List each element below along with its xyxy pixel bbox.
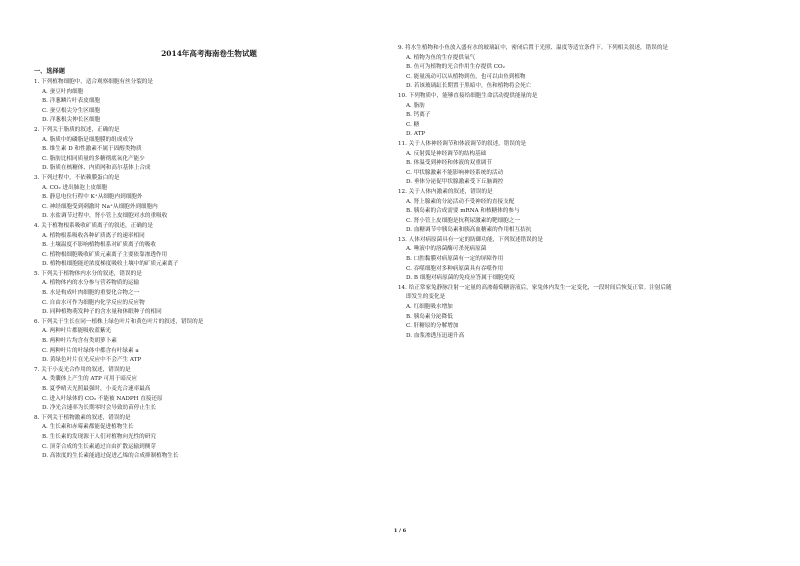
answer-option: C. 肝糖原的分解增加 xyxy=(406,323,459,330)
answer-option: C. 能量流动可以从植物到鱼，也可以由鱼到植物 xyxy=(406,73,526,80)
right-question-list xyxy=(398,44,768,341)
answer-option: D. 净光合速率为长期零时会导致幼苗停止生长 xyxy=(42,405,157,412)
answer-option: A. 红细胞吸水增加 xyxy=(406,304,453,311)
page-number: 1 / 6 xyxy=(393,528,407,534)
answer-option: B. 维生素 D 和性激素不属于固醇类物质 xyxy=(42,146,142,153)
answer-option: A. CO₂ 进出肺泡上皮细胞 xyxy=(42,184,108,191)
answer-option: C. 甲状腺激素不能影响神经系统的活动 xyxy=(406,169,504,176)
answer-option: B. 洋葱鳞片叶表皮细胞 xyxy=(42,98,101,105)
left-question-list xyxy=(34,78,384,462)
answer-option: C. 脂肪比相同质量的多糖彻底氧化产能少 xyxy=(42,155,145,162)
question-stem: 9. 将水生植物和小鱼放入盛有水的玻璃缸中，密闭后置于光照、温度等适宜条件下。下列相关叙述，错误的是 xyxy=(398,45,669,51)
answer-option: B. 体温受到神经和体液的双重调节 xyxy=(406,160,492,167)
answer-option: C. 神经细胞受到刺激时 Na⁺从细胞外到细胞内 xyxy=(42,203,158,210)
answer-option: D. 血糖调节中胰岛素和胰高血糖素的作用相互拮抗 xyxy=(406,227,532,234)
answer-option: B. 胰岛素分泌降低 xyxy=(406,313,453,320)
answer-option: A. 蚕豆叶肉细胞 xyxy=(42,88,84,95)
answer-option: C. 吞噬细胞对多种病原菌具有吞噬作用 xyxy=(406,265,504,272)
answer-option: A. 两种叶片都能吸收蓝紫光 xyxy=(42,328,112,335)
answer-option: A. 植物根系吸收各种矿质离子的速率相同 xyxy=(42,232,145,239)
answer-option: B. 静息电位行程中 K⁺从细胞内到细胞外 xyxy=(42,194,143,201)
answer-option: D. 若该玻璃缸长期置于黑暗中，鱼和植物将会死亡 xyxy=(406,83,532,90)
answer-option: A. 类囊体上产生的 ATP 可用于暗反应 xyxy=(42,376,138,383)
question-stem: 2. 下列关于脂质的叙述，正确的是 xyxy=(34,126,120,133)
answer-option: C. 两种叶片的叶绿体中都含有叶绿素 a xyxy=(42,347,139,354)
question-stem: 11. 关于人体神经调节和体液调节的叙述，错误的是 xyxy=(398,140,527,147)
answer-option: A. 植物为鱼的生存提供氧气 xyxy=(406,54,476,61)
answer-option: B. 胰岛素的合成需要 mRNA 和核糖体的参与 xyxy=(406,208,520,215)
answer-option: B. 鱼可为植物的光合作用生存提供 CO₂ xyxy=(406,64,505,71)
question-stem: 8. 下列关于植物激素的叙述，错误的是 xyxy=(34,414,131,421)
answer-option: D. 血浆渗透压迅速升高 xyxy=(406,332,465,339)
answer-option: A. 肾上腺素的分泌活动不受神经的直接支配 xyxy=(406,198,515,205)
answer-option: B. 水是构成叶肉细胞的重要化合物之一 xyxy=(42,290,140,297)
section-heading: 一、选择题 xyxy=(34,68,65,75)
answer-option: B. 夏季晴天光照最强时，小麦光合速率最高 xyxy=(42,386,151,392)
answer-option: B. 土壤温度不影响植物根系对矿质离子的吸收 xyxy=(42,242,156,249)
answer-option: D. 水盐调节过程中，肾小管上皮细胞对水的重吸收 xyxy=(42,213,168,220)
answer-option: C. 蚕豆根尖分生区细胞 xyxy=(42,107,100,114)
answer-option: D. 垂体分泌促甲状腺激素受下丘脑调控 xyxy=(406,179,504,186)
question-stem: 5. 下列关于植物体内水分的叙述，错误的是 xyxy=(34,270,142,277)
answer-option: B. 生长素的发现源于人们对植物向光性的研究 xyxy=(42,433,156,440)
right-column xyxy=(398,44,768,341)
question-stem: 4. 关于植物根系吸收矿质离子的叙述，正确的是 xyxy=(34,222,153,229)
answer-option: A. 脂质中的磷脂是细胞膜的组成成分 xyxy=(42,136,134,143)
answer-option: A. 唾液中的溶菌酶可杀死病原菌 xyxy=(406,246,487,253)
answer-option: D. 同种植物萌发种子的含水量和休眠种子的相同 xyxy=(42,309,162,316)
answer-option: D. 植物根细胞能逆浓度梯度吸收土壤中的矿质元素离子 xyxy=(42,261,179,268)
answer-option: D. 脂质在核糖体、内质网和高尔基体上合成 xyxy=(42,165,151,172)
question-stem: 13. 人体对病原菌具有一定的防御功能，下列叙述错误的是 xyxy=(398,236,543,243)
answer-option: C. 肾小管上皮细胞是抗利尿激素的靶细胞之一 xyxy=(406,217,520,224)
answer-option: A. 植物体内的水分参与营养物质的运输 xyxy=(42,280,140,287)
question-stem: 12. 关于人体内激素的叙述，错误的是 xyxy=(398,188,493,195)
answer-option: D. 高浓度的生长素能通过促进乙烯的合成抑制植物生长 xyxy=(42,453,179,460)
answer-option: B. 口腔黏膜对病原菌有一定的屏障作用 xyxy=(406,256,504,263)
answer-option: A. 脂肪 xyxy=(406,102,425,109)
question-stem: 7. 关于小麦光合作用的叙述，错误的是 xyxy=(34,366,131,373)
answer-option: A. 生长素和赤霉素都能促进植物生长 xyxy=(42,424,134,431)
answer-option: D. B 细胞对病原菌的免疫应答属于细胞免疫 xyxy=(406,275,515,282)
answer-option: C. 糖 xyxy=(406,121,420,128)
question-stem: 6. 下列关于生长在同一植株上绿色叶片和黄色叶片的叙述，错误的是 xyxy=(34,318,204,325)
answer-option: C. 进入叶绿体的 CO₂ 不能被 NADPH 直接还原 xyxy=(42,395,163,402)
answer-option: D. ATP xyxy=(406,131,426,138)
page-title: 2014年高考海南卷生物试题 xyxy=(161,49,257,58)
question-stem: 1. 下列植物细胞中，适合观察细胞有丝分裂的是 xyxy=(34,79,153,85)
question-stem: 10. 下列物质中，能够直接给细胞生命活动提供能量的是 xyxy=(398,92,538,99)
answer-option: D. 洋葱根尖伸长区细胞 xyxy=(42,117,101,124)
left-column xyxy=(34,66,384,462)
question-stem: 14. 给正常家兔静脉注射一定量的高渗葡萄糖溶液后，家兔体内发生一定变化，一段时间后恢复正常。注射后随 xyxy=(398,284,672,291)
answer-option: C. 顶芽合成的生长素通过自由扩散运输到侧芽 xyxy=(42,443,156,450)
answer-option: C. 植物根细胞吸收矿质元素离子主要依靠渗透作用 xyxy=(42,251,168,258)
answer-option: A. 反射弧是神经调节的结构基础 xyxy=(406,150,487,157)
answer-option: B. 两种叶片均含有类胡萝卜素 xyxy=(42,338,117,345)
answer-option: 即发生的变化是 xyxy=(406,294,446,301)
question-stem: 3. 下列过程中，不依赖膜蛋白的是 xyxy=(34,174,120,181)
answer-option: D. 黄绿色叶片在光反应中不会产生 ATP xyxy=(42,357,142,364)
answer-option: B. 钙离子 xyxy=(406,112,431,119)
answer-option: C. 自由水可作为细胞内化学反应的反应物 xyxy=(42,299,145,306)
